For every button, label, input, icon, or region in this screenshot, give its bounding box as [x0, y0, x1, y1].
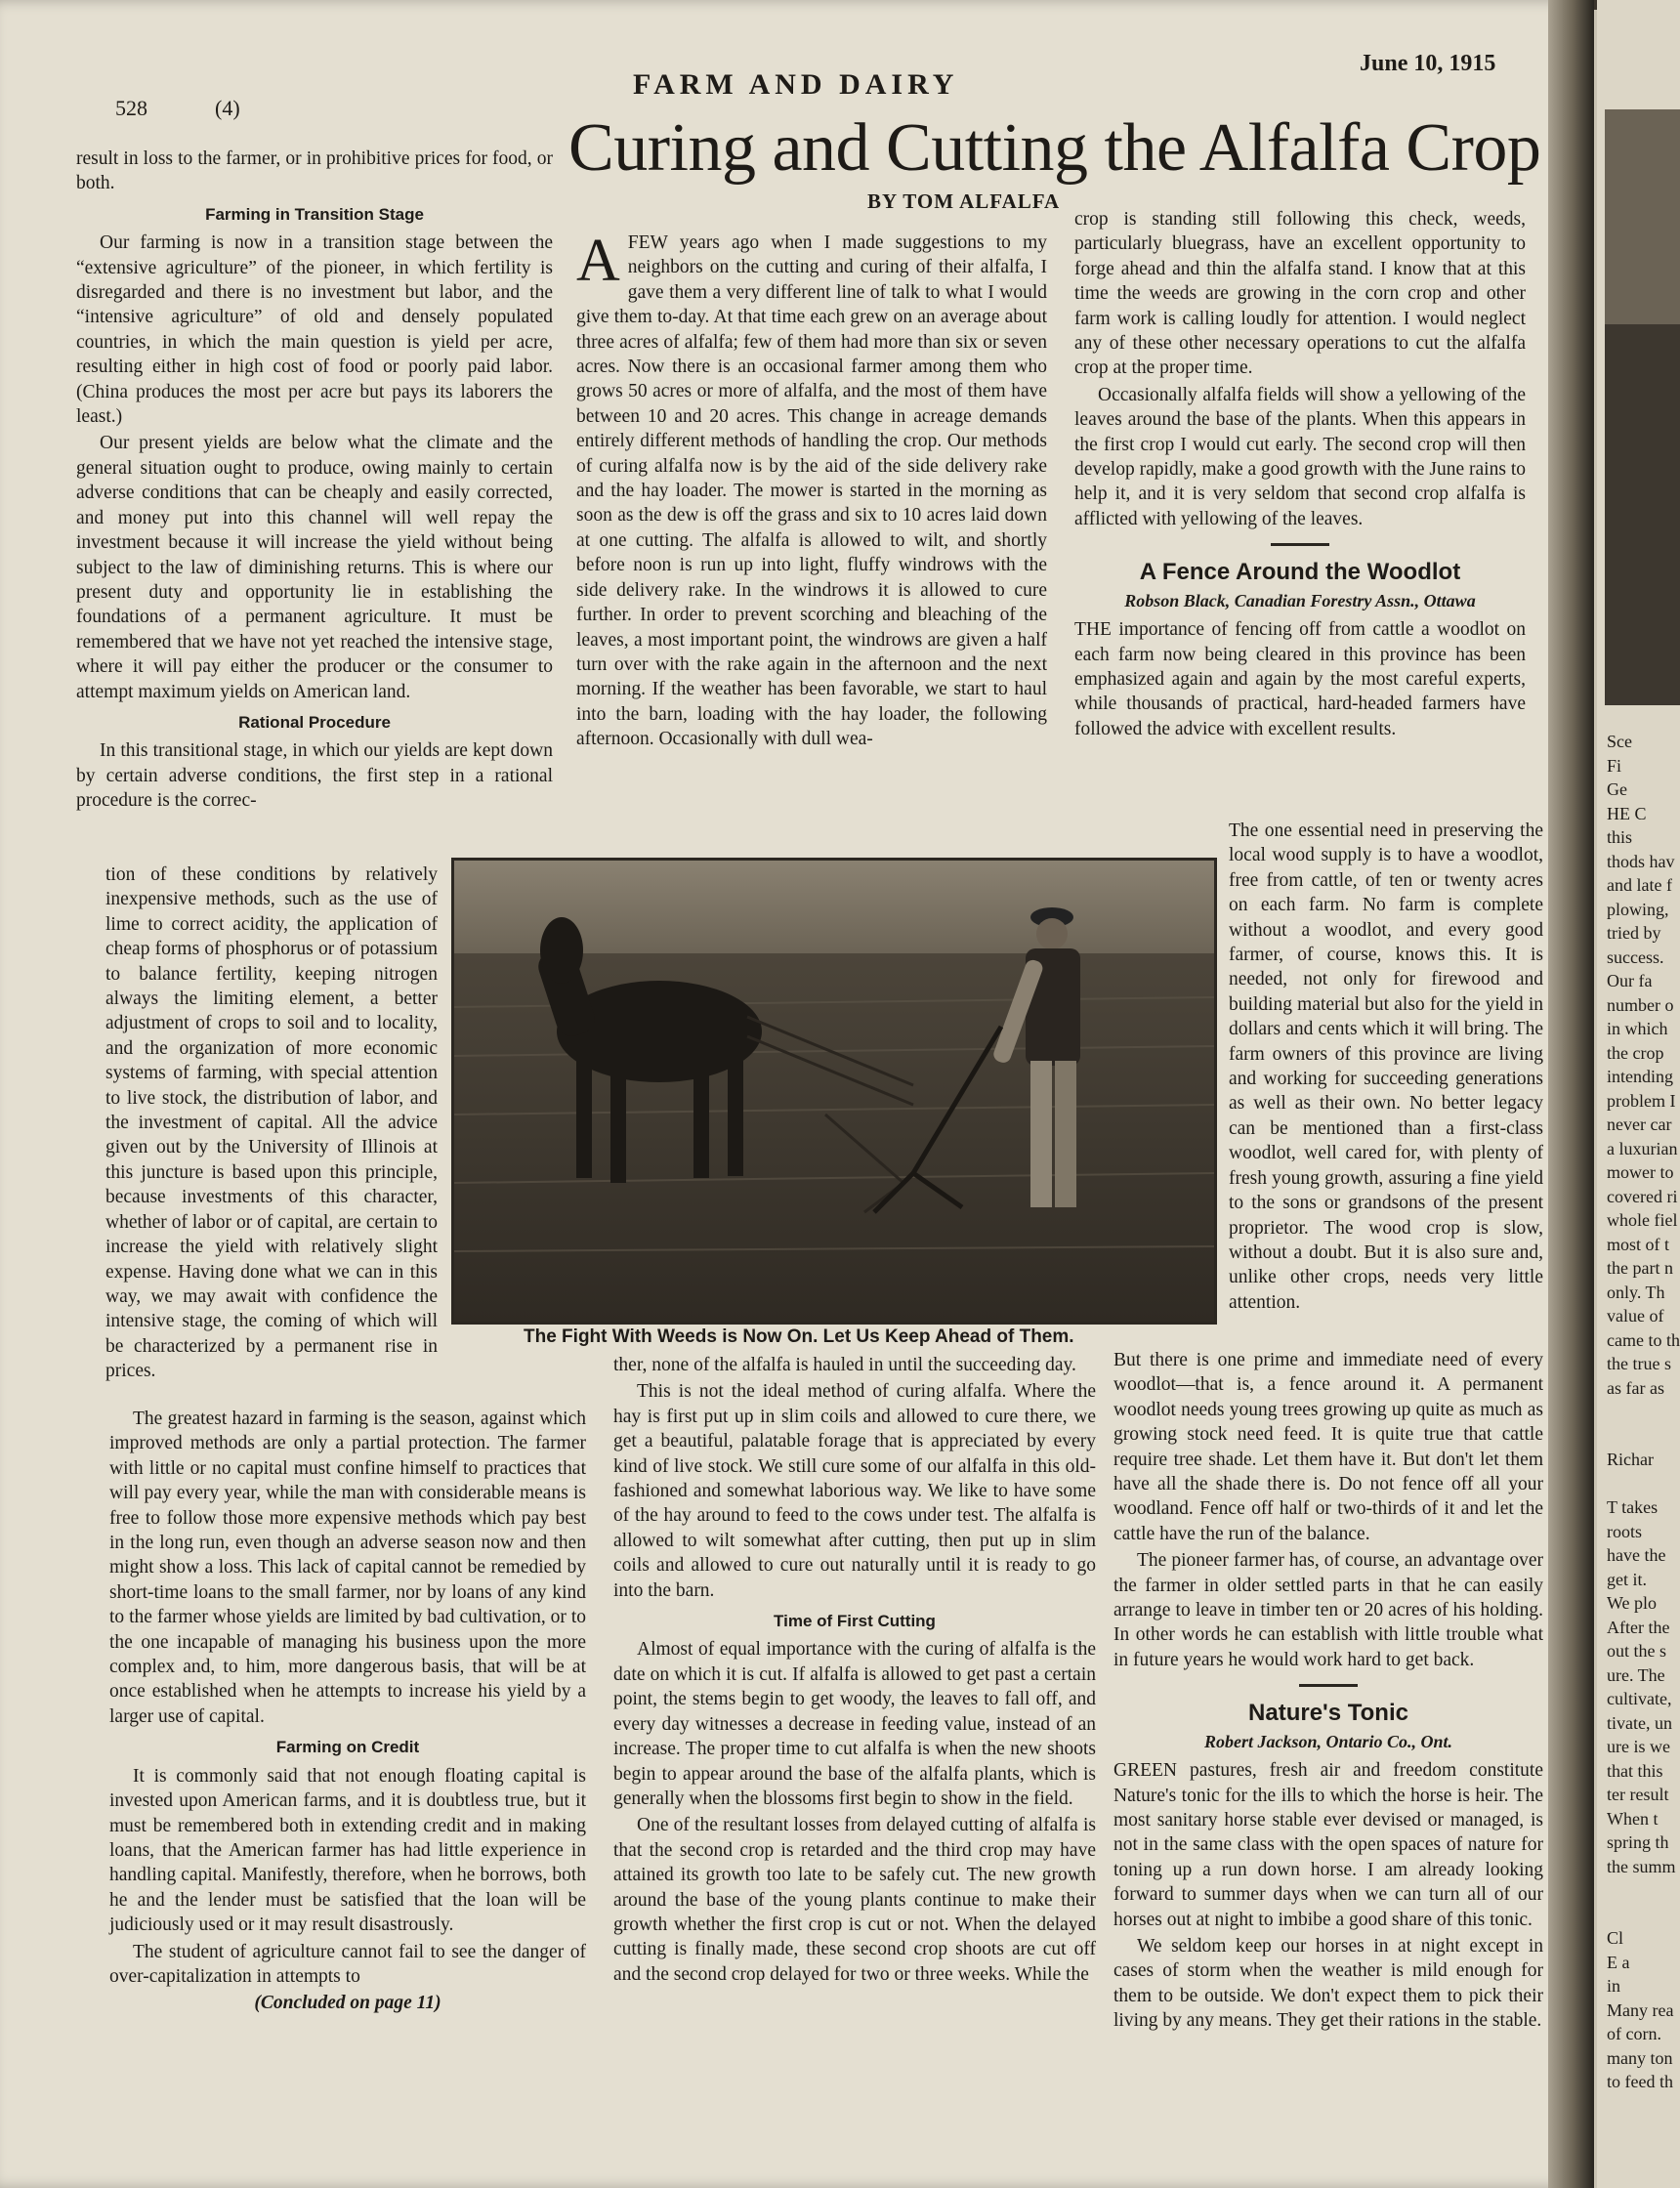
adjacent-page-line: in — [1607, 1976, 1621, 1996]
left-hazard-paragraph: The greatest hazard in farming is the season, against which improved methods are only a partial protection. The farmer with little or no capital must confine himself to practices that will pay every year, while the man with considerable means is free to follow those more expensive methods which pay best in the long run, even though an adverse season now and then might show a loss. This lack of capital cannot be remedied by short-time loans to the small farmer, nor by loans of any kind to the farmer whose yields are limited by bad cultivation, or to the one incapable of managing his business upon the more complex and, to him, more dangerous basis, that will be at once established when he attempts to increase his yield by a larger use of capital. — [109, 1409, 586, 1727]
left-column-top — [76, 147, 553, 816]
adjacent-page-line: spring th — [1607, 1832, 1669, 1852]
adjacent-page-line: in which — [1607, 1019, 1668, 1038]
fence-paragraph-4: The pioneer farmer has, of course, an advantage over the farmer in older settled parts in that he can easily arrange to leave in timber ten or 20 acres of his holding. In other words he can establish with little trouble what in future years he would work hard to get back. — [1113, 1550, 1543, 1670]
tonic-paragraph-1: GREEN pastures, fresh air and freedom constitute Nature's tonic for the ills to which the horse is heir. The most sanitary horse stable ever devised or managed, is not in the same class with the open spaces of nature for toning up a run down horse. I am already looking forward to summer days when we can turn all of our horses out at night to imbibe a good share of this tonic. — [1113, 1760, 1543, 1930]
right-column-bottom — [1113, 1348, 1543, 2036]
middle-opening-text: FEW years ago when I made suggestions to my neighbors on the cutting and curing of their alfalfa, I gave them a very different line of talk to what I would give them to-day. At that time each grew on an average about three acres of alfalfa; few of them had more than six or seven acres. Now there is an occasional farmer among them who grows 50 acres or more of alfalfa, and the most of them have between 10 and 20 acres. This change in acreage demands entirely different methods of handling the crop. Our methods of curing alfalfa now is by the aid of the side delivery rake and the hay loader. The mower is started in the morning as soon as the dew is off the grass and six to 10 acres laid down at one cutting. The alfalfa is allowed to wilt, and shortly before noon is run up into light, fluffy windrows with the side delivery rake. In the windrows it is allowed to cure further. In order to prevent scorching and bleaching of the leaves, a most important point, the windrows are given a half turn over with the rake again in the afternoon and the next morning. If the weather has been favorable, we start to haul into the barn, loading with the hay loader, the following afternoon. Occasionally with dull wea- — [576, 232, 1047, 750]
page-number: 528 — [115, 96, 147, 120]
fence-attribution: Robson Black, Canadian Forestry Assn., Ottawa — [1124, 590, 1476, 610]
right-crop-paragraph: crop is standing still following this check, weeds, particularly bluegrass, have an excellent opportunity to forge ahead and thin the alfalfa stand. I know that at this time the weeds are growing in the corn crop and other farm work is calling loudly for attention. I would neglect any of these other necessary operations to cut the alfalfa crop at the proper time. — [1074, 209, 1526, 379]
adjacent-page-line: tivate, un — [1607, 1712, 1672, 1733]
adjacent-page-line: When t — [1607, 1808, 1659, 1829]
adjacent-page-line: that this — [1607, 1760, 1663, 1781]
adjacent-page-line: intending — [1607, 1067, 1673, 1086]
adjacent-page-line: Cl — [1607, 1928, 1624, 1948]
adjacent-page-line: value of — [1607, 1306, 1664, 1325]
adjacent-page-line: covered ri — [1607, 1186, 1678, 1206]
adjacent-page-line: Sce — [1607, 732, 1632, 751]
right-column-top — [1074, 207, 1526, 743]
adjacent-page-line: and late f — [1607, 875, 1672, 895]
subhead-time: Time of First Cutting — [774, 1612, 936, 1631]
section-rule — [1271, 543, 1329, 546]
middle-column-top — [576, 228, 1047, 754]
adjacent-page-line: to feed th — [1607, 2072, 1673, 2091]
left-yields-paragraph: Our present yields are below what the climate and the general situation ought to produce, owing mainly to certain adverse conditions that can be cheaply and easily corrected, and money put into this channel will well repay the investment because it will increase the yield without being subject to the law of diminishing returns. This is where our present duty and opportunity lie in establishing the foundations of a permanent agriculture. It must be remembered that we have not yet reached the intensive stage, where it will pay either the producer or the consumer to attempt maximum yields on American land. — [76, 433, 553, 702]
adjacent-page-line: E a — [1607, 1952, 1630, 1972]
adjacent-page-line: ure is we — [1607, 1737, 1670, 1756]
adjacent-page-line: Richar — [1607, 1450, 1654, 1469]
adjacent-page-line: the summ — [1607, 1856, 1676, 1876]
adjacent-page-line: mower to — [1607, 1162, 1674, 1182]
adjacent-page-line: plowing, — [1607, 899, 1669, 919]
left-credit-paragraph: It is commonly said that not enough floating capital is invested upon American farms, and it is doubtless true, but it must be remembered both in extending credit and in making loans, that the American farmer has had little experience in handling capital. Manifestly, therefore, when he borrows, both he and the lender must be satisfied that the loan will be judiciously used or it may result disastrously. — [109, 1765, 586, 1936]
adjacent-page-line: ter result — [1607, 1785, 1669, 1804]
article-byline: BY TOM ALFALFA — [867, 189, 1061, 213]
concluded-note: (Concluded on page 11) — [254, 1993, 441, 2014]
fence-paragraph-2: The one essential need in preserving the local wood supply is to have a woodlot, free from cattle, of ten or twenty acres on each farm. No farm is complete without a woodlot, and every good farmer, of course, knows this. It is needed, not only for firewood and building material but also for the yield in dollars and cents which it will bring. The farm owners of this province are living and working for succeeding generations as well as their own. No better legacy can be mentioned than a first-class woodlot, well cared for, with plenty of fresh young growth, assuring a fine yield to the sons or grandsons of the present proprietor. The wood crop is slow, without a doubt. But it is also sure and, unlike other crops, needs very little attention. — [1229, 820, 1543, 1313]
adjacent-page-line: cultivate, — [1607, 1689, 1672, 1708]
fence-paragraph-1: THE importance of fencing off from cattle a woodlot on each farm now being cleared in this province has been emphasized again and again by the most careful experts, while thousands of practical, hard-headed farmers have followed the advice with excellent results. — [1074, 619, 1526, 739]
adjacent-page-line: success. — [1607, 947, 1664, 967]
subhead-credit: Farming on Credit — [275, 1738, 420, 1757]
adjacent-page-line: Many rea — [1607, 1999, 1674, 2020]
subhead-transition: Farming in Transition Stage — [205, 204, 424, 224]
adjacent-page-line: problem I — [1607, 1090, 1676, 1111]
left-column-narrow — [105, 863, 438, 1386]
subhead-rational: Rational Procedure — [238, 712, 391, 732]
middle-opening-paragraph — [576, 228, 1047, 752]
adjacent-page-line: After the — [1607, 1617, 1670, 1637]
middle-ideal-paragraph: This is not the ideal method of curing alfalfa. Where the hay is first put up in slim coils and allowed to cure there, we get a beautiful, palatable forage that is appreciated by every kind of live stock. We still cure some of our alfalfa in this old-fashioned and somewhat laborious way. We like to have some of the hay around to feed to the cows under test. The alfalfa is allowed to wilt somewhat after cutting, then put up in slim coils and allowed to cure out naturally until it is ready to go into the barn. — [613, 1381, 1096, 1601]
middle-cont-paragraph: ther, none of the alfalfa is hauled in until the succeeding day. — [613, 1355, 1076, 1375]
adjacent-page-line: We plo — [1607, 1593, 1658, 1613]
publication-title: FARM AND DAIRY — [633, 68, 959, 101]
adjacent-page-line: number o — [1607, 994, 1674, 1015]
tonic-paragraph-2: We seldom keep our horses in at night except in cases of storm when the weather is mild enough for them to be outside. We don't expect them to pick their living by any means. They get their rations in the stable. — [1113, 1935, 1543, 2032]
adjacent-page-line: the true s — [1607, 1354, 1671, 1373]
adjacent-page-line: came to th — [1607, 1329, 1680, 1350]
issue-date: June 10, 1915 — [1360, 51, 1496, 76]
adjacent-page-line: the part n — [1607, 1258, 1673, 1278]
right-column-narrow — [1229, 819, 1543, 1317]
adjacent-page-line: never car — [1607, 1115, 1672, 1134]
adjacent-page-line: tried by — [1607, 923, 1661, 943]
section-number: (4) — [215, 96, 240, 120]
drop-cap-a: A — [576, 228, 620, 294]
farm-photo — [451, 858, 1217, 1325]
adjacent-page-line: most of t — [1607, 1234, 1670, 1254]
right-yellow-paragraph: Occasionally alfalfa fields will show a yellowing of the leaves around the base of the plants. When this appears in the first crop I would cut early. The second crop will then develop rapidly, make a good growth with the June rains to help it, and it is very seldom that second crop alfalfa is afflicted with yellowing of the leaves. — [1074, 384, 1526, 529]
adjacent-page-line: have the — [1607, 1545, 1666, 1565]
adjacent-photo — [1605, 109, 1680, 754]
adjacent-page-line: a luxurian — [1607, 1138, 1678, 1158]
adjacent-page-line: Our fa — [1607, 971, 1653, 990]
adjacent-page-line: whole fiel — [1607, 1210, 1678, 1230]
section-rule-2 — [1299, 1684, 1358, 1687]
adjacent-page-line: get it. — [1607, 1569, 1647, 1589]
adjacent-page-line: HE C — [1607, 803, 1647, 823]
adjacent-page-line: roots — [1607, 1521, 1642, 1541]
left-rational-paragraph-cont: tion of these conditions by relatively inexpensive methods, such as the use of lime to correct acidity, the application of cheap forms of phosphorus or of potassium to balance fertility, keeping nitrogen always the limiting element, a better adjustment of crops to soil and to locality, and the organization of more economic systems of farming, with special attention to live stock, the distribution of labor, and the investment of capital. All the advice given out by the University of Illinois at this juncture is based upon this principle, because investments of this character, whether of labor or of capital, are certain to increase the yield with relatively slight expense. Having done what we can in this way, we may await with confidence the intensive stage, the coming of which will be characterized by a permanent rise in prices. — [105, 864, 438, 1382]
middle-time-paragraph: Almost of equal importance with the curing of alfalfa is the date on which it is cut. If alfalfa is allowed to get past a certain point, the stems begin to get woody, the leaves to fall off, and every day witnesses a decrease in feeding value, instead of an increase. The proper time to cut alfalfa is when the new shoots begin to appear around the base of the alfalfa plants, which is generally when the blossoms first begin to show in the field. — [613, 1639, 1096, 1809]
adjacent-page-line: T takes — [1607, 1497, 1659, 1517]
left-rational-paragraph-start: In this transitional stage, in which our yields are kept down by certain adverse conditions, the first step in a rational procedure is the correc- — [76, 740, 553, 812]
adjacent-page-line: the crop — [1607, 1042, 1664, 1063]
middle-losses-paragraph: One of the resultant losses from delayed cutting of alfalfa is that the second crop is retarded and the third crop may have attained its growth too late to be safely cut. The new growth around the base of the young plants continue to make their growth whether the first crop is cut or not. When the delayed cutting is finally made, these second crop shoots are cut off and the second crop delayed for two or three weeks. While the — [613, 1815, 1096, 1985]
middle-column-bottom — [613, 1353, 1096, 1989]
adjacent-page-line: ure. The — [1607, 1664, 1665, 1685]
fence-title: A Fence Around the Woodlot — [1139, 559, 1461, 586]
left-student-paragraph: The student of agriculture cannot fail to see the danger of over-capitalization in attempts to — [109, 1941, 586, 1987]
left-intro-paragraph: result in loss to the farmer, or in prohibitive prices for food, or both. — [76, 148, 553, 194]
adjacent-page-line: Fi — [1607, 755, 1622, 776]
left-transition-paragraph: Our farming is now in a transition stage between the “extensive agriculture” of the pioneer, in which fertility is disregarded and there is no investment but labor, and the “intensive agriculture” of old and densely populated countries, in which the main question is yield per acre, resulting either in high cost of food or poorly paid labor. (China produces the most per acre but pays its laborers the least.) — [76, 232, 553, 428]
adjacent-page-line: out the s — [1607, 1641, 1666, 1661]
adjacent-page-line: only. Th — [1607, 1282, 1665, 1302]
adjacent-page-line: this — [1607, 827, 1633, 847]
adjacent-page-line: Ge — [1607, 779, 1627, 799]
fence-paragraph-3: But there is one prime and immediate need of every woodlot—that is, a fence around it. A permanent woodlot needs young trees growing up quite as much as growing stock need feed. It is quite true that cattle require tree shade. Let them have it. But don't let them have all the shade there is. Do not fence off all your woodland. Fence off half or two-thirds of it and let the cattle have the run of the balance. — [1113, 1350, 1543, 1544]
adjacent-page-line: many ton — [1607, 2047, 1673, 2068]
page-gutter — [1548, 0, 1594, 2188]
adjacent-page-line: thods hav — [1607, 851, 1675, 871]
tonic-attribution: Robert Jackson, Ontario Co., Ont. — [1203, 1731, 1453, 1751]
horse-plow-illustration — [454, 861, 1214, 1322]
adjacent-page-line: as far as — [1607, 1377, 1664, 1398]
photo-caption: The Fight With Weeds is Now On. Let Us Keep Ahead of Them. — [524, 1326, 1074, 1347]
article-headline: Curing and Cutting the Alfalfa Crop — [568, 110, 1541, 186]
left-column-bottom — [109, 1407, 586, 2016]
tonic-title: Nature's Tonic — [1248, 1700, 1408, 1727]
adjacent-page-line: of corn. — [1607, 2024, 1661, 2043]
